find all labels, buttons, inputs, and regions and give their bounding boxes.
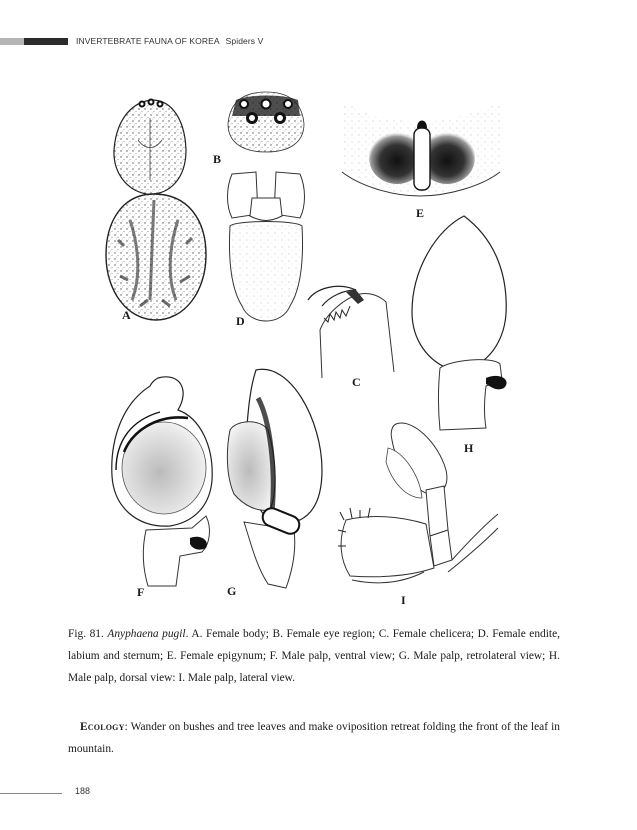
panel-label-e: E <box>416 206 425 220</box>
panel-label-b: B <box>213 152 222 166</box>
species-name: Anyphaena pugil <box>107 628 186 640</box>
panel-label-h: H <box>464 441 474 455</box>
ecology-paragraph <box>68 716 560 760</box>
panel-d-sternum <box>228 172 305 321</box>
page-number: 188 <box>75 786 91 796</box>
panel-label-d: D <box>236 314 245 328</box>
caption-text: . A. Female body; B. Female eye region; C. Female chelicera; D. Female endite, labium and sternum; E. Female epigynum; F. Male palp, ventral view; G. Male palp, retrolateral view; H. Male palp, dorsal view: I. Male palp, lateral view. <box>68 628 560 684</box>
panel-label-g: G <box>227 584 237 598</box>
panel-c-chelicera <box>308 286 394 378</box>
panel-label-a: A <box>122 308 131 322</box>
volume-title: Spiders V <box>225 36 264 46</box>
panel-h-palp-dorsal <box>412 216 507 430</box>
panel-e-epigynum <box>342 100 500 196</box>
ecology-text: : Wander on bushes and tree leaves and make oviposition retreat folding the front of the leaf in mountain. <box>68 721 560 755</box>
panel-label-c: C <box>352 375 361 389</box>
panel-b-eye-region <box>228 92 304 152</box>
panel-g-palp-retrolateral <box>227 369 322 588</box>
running-title: INVERTEBRATE FAUNA OF KOREA <box>76 36 220 46</box>
figure-caption <box>68 623 560 689</box>
panel-label-i: I <box>401 593 406 607</box>
panel-f-palp-ventral <box>112 377 212 586</box>
panel-i-palp-lateral <box>338 423 498 583</box>
panel-label-f: F <box>137 585 145 599</box>
caption-prefix: Fig. 81. <box>68 628 104 640</box>
ecology-heading: Ecology <box>80 721 125 733</box>
footer-rule <box>0 793 62 794</box>
panel-a-female-body <box>106 99 206 321</box>
